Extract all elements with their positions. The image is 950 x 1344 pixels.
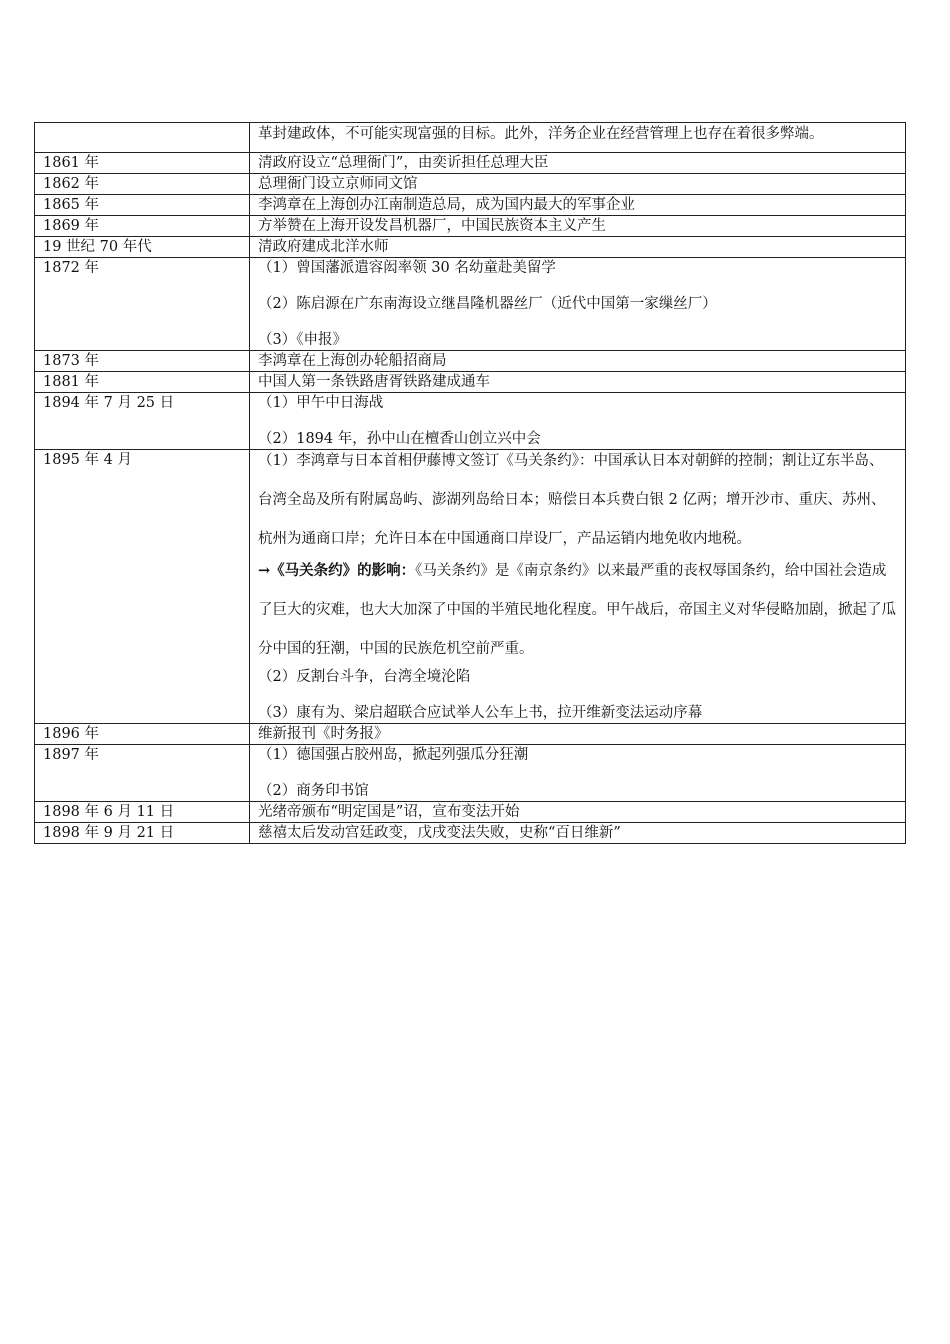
event-text: 李鸿章在上海创办江南制造总局，成为国内最大的军事企业 xyxy=(258,197,635,213)
date-cell: 1873 年 xyxy=(35,351,250,372)
table-row xyxy=(35,393,906,450)
event-text: 清政府设立“总理衙门”，由奕䜣担任总理大臣 xyxy=(258,155,549,171)
table-row xyxy=(35,745,906,802)
event-cell xyxy=(250,724,906,745)
event-cell xyxy=(250,123,906,153)
event-text: 清政府建成北洋水师 xyxy=(258,239,389,255)
event-text: 总理衙门设立京师同文馆 xyxy=(258,176,418,192)
table-row xyxy=(35,174,906,195)
table-row xyxy=(35,153,906,174)
event-cell xyxy=(250,802,906,823)
event-text: （1）德国强占胶州岛，掀起列强瓜分狂潮 xyxy=(258,747,529,763)
date-cell: 1869 年 xyxy=(35,216,250,237)
event-cell xyxy=(250,153,906,174)
table-row xyxy=(35,351,906,372)
table-row xyxy=(35,823,906,844)
event-text: （1）曾国藩派遣容闳率领 30 名幼童赴美留学 xyxy=(258,260,556,276)
event-text: 慈禧太后发动宫廷政变，戊戌变法失败，史称“百日维新” xyxy=(258,825,621,841)
event-text: （2）反割台斗争，台湾全境沦陷 xyxy=(258,669,471,685)
date-cell: 1895 年 4 月 xyxy=(35,450,250,724)
event-text: 革封建政体，不可能实现富强的目标。此外，洋务企业在经营管理上也存在着很多弊端。 xyxy=(258,126,824,142)
event-text: 光绪帝颁布“明定国是”诏，宣布变法开始 xyxy=(258,804,520,820)
date-cell: 1894 年 7 月 25 日 xyxy=(35,393,250,450)
event-text: （1）李鸿章与日本首相伊藤博文签订《马关条约》：中国承认日本对朝鲜的控制；割让辽东半岛、台湾全岛及所有附属岛屿、澎湖列岛给日本；赔偿日本兵费白银 2 亿两；增开沙市、重庆、苏州、杭州为通商口岸；允许日本在中国通商口岸设厂，产品运销内地免收内地税。 xyxy=(258,453,886,547)
date-cell: 1896 年 xyxy=(35,724,250,745)
table-row xyxy=(35,372,906,393)
event-text: 方举赞在上海开设发昌机器厂，中国民族资本主义产生 xyxy=(258,218,606,234)
event-cell xyxy=(250,237,906,258)
table-row xyxy=(35,237,906,258)
table-row xyxy=(35,123,906,153)
event-text: （3）《申报》 xyxy=(258,332,347,348)
event-text: 中国人第一条铁路唐胥铁路建成通车 xyxy=(258,374,490,390)
date-cell xyxy=(35,123,250,153)
event-text: （3）康有为、梁启超联合应试举人公车上书，拉开维新变法运动序幕 xyxy=(258,705,703,721)
event-text: 维新报刊《时务报》 xyxy=(258,726,389,742)
event-cell xyxy=(250,372,906,393)
date-cell: 19 世纪 70 年代 xyxy=(35,237,250,258)
document-page xyxy=(34,122,906,844)
date-cell: 1865 年 xyxy=(35,195,250,216)
impact-heading: →《马关条约》的影响： xyxy=(258,562,416,579)
event-text: （2）商务印书馆 xyxy=(258,783,369,799)
event-cell xyxy=(250,216,906,237)
event-text: （2）陈启源在广东南海设立继昌隆机器丝厂（近代中国第一家缫丝厂） xyxy=(258,296,717,312)
event-cell xyxy=(250,258,906,351)
event-text xyxy=(258,551,897,669)
date-cell: 1898 年 6 月 11 日 xyxy=(35,802,250,823)
table-row xyxy=(35,450,906,724)
event-cell xyxy=(250,823,906,844)
date-cell: 1881 年 xyxy=(35,372,250,393)
event-text: （1）甲午中日海战 xyxy=(258,395,384,411)
history-timeline-table xyxy=(34,122,906,844)
date-cell: 1898 年 9 月 21 日 xyxy=(35,823,250,844)
date-cell: 1897 年 xyxy=(35,745,250,802)
event-text: （2）1894 年，孙中山在檀香山创立兴中会 xyxy=(258,431,541,447)
event-cell xyxy=(250,450,906,724)
event-cell xyxy=(250,195,906,216)
event-cell xyxy=(250,174,906,195)
date-cell: 1862 年 xyxy=(35,174,250,195)
table-row xyxy=(35,216,906,237)
date-cell: 1872 年 xyxy=(35,258,250,351)
table-row xyxy=(35,258,906,351)
event-text: 李鸿章在上海创办轮船招商局 xyxy=(258,353,447,369)
table-row xyxy=(35,195,906,216)
date-cell: 1861 年 xyxy=(35,153,250,174)
impact-text: 《马关条约》是《南京条约》以来最严重的丧权辱国条约，给中国社会造成了巨大的灾难，也大大加深了中国的半殖民地化程度。甲午战后，帝国主义对华侵略加剧，掀起了瓜分中国的狂潮，中国的民族危机空前严重。 xyxy=(258,563,896,657)
event-cell xyxy=(250,393,906,450)
event-cell xyxy=(250,745,906,802)
event-cell xyxy=(250,351,906,372)
table-row xyxy=(35,802,906,823)
table-row xyxy=(35,724,906,745)
